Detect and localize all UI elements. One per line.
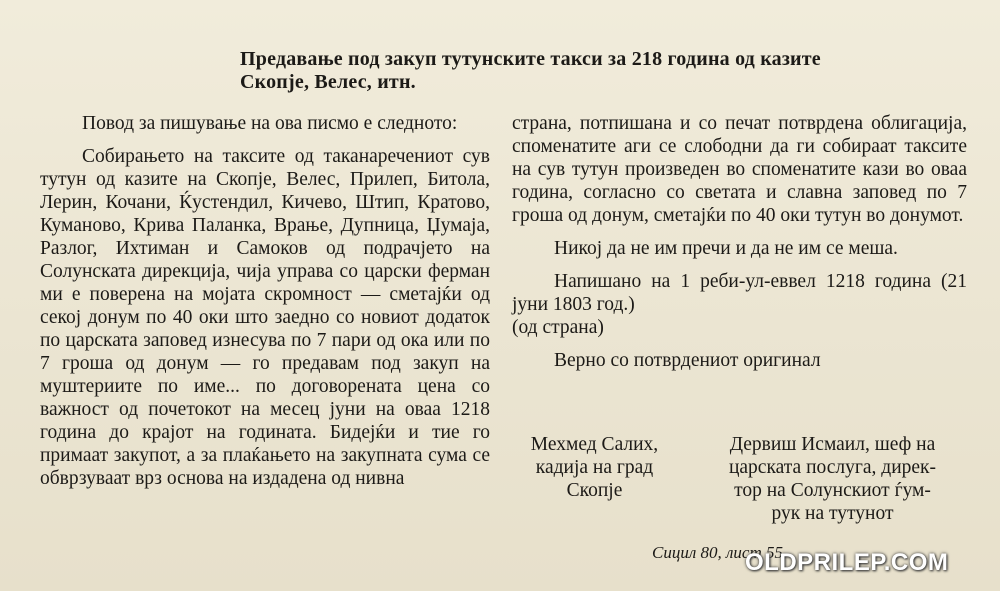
- paragraph-main: Собирањето на таксите од таканаречениот сув тутун од казите на Скопје, Велес, Прилеп, Битола, Лерин, Кочани, Ќустендил, Кичево, Штип, Кратово, Куманово, Крива Паланка, Врање, Дупница, Џумаја, Разлог, Ихтиман и Самоков од подрачјето на Солунската дирекција, чија управа со царски ферман ми е поверена на мојата скромност — сметајќи од секој донум по 40 оки што заедно со новиот додаток по царската заповед изнесува по 7 пари од ока или по 7 гроша од донум — го предавам под закуп на муштериите по име... по договорената цена со важност од почетокот на месец јуни на оваа 1218 година до крајот на годината. Бидејќи и тие го примаат закупот, а за плаќањето на закупната сума се обврзуваат врз основа на издадена од нивна: [40, 146, 490, 489]
- paragraph-from-side: (од страна): [512, 317, 604, 338]
- right-column: [512, 112, 967, 372]
- paragraph-certified: Верно со потврдениот оригинал: [554, 350, 821, 371]
- signature-left-line: Мехмед Салих,: [530, 434, 659, 455]
- signature-right-line: рук на тутунот: [771, 503, 894, 524]
- signature-right-line: тор на Солунскиот ѓум-: [734, 480, 931, 501]
- watermark: OLDPRILEP.COM: [745, 549, 949, 576]
- source-reference: Сицил 80, лист 55: [652, 543, 783, 562]
- signature-right-line: царската послуга, дирек-: [728, 457, 937, 478]
- signature-left-line: кадија на град: [535, 457, 654, 478]
- signature-left-line: Скопје: [566, 480, 623, 501]
- paragraph-intro: Повод за пишување на ова писмо е следното:: [82, 113, 458, 134]
- signature-left: [512, 433, 677, 502]
- signature-right: [700, 433, 965, 525]
- document-title: [240, 48, 980, 94]
- title-line-1: Предавање под закуп тутунските такси за 218 година од казите: [240, 48, 821, 70]
- left-column: [40, 112, 490, 490]
- paragraph-continuation: страна, потпишана и со печат потврдена облигација, споменатите аги се слободни да ги собираат таксите на сув тутун произведен во споменатите кази во оваа година, согласно со светата и славна заповед по 7 гроша од донум, сметајќи по 40 оки тутун во донумот.: [512, 113, 967, 226]
- signature-right-line: Дервиш Исмаил, шеф на: [729, 434, 936, 455]
- paragraph-no-interference: Никој да не им пречи и да не им се меша.: [554, 238, 898, 259]
- title-line-2: Скопје, Велес, итн.: [240, 71, 416, 93]
- paragraph-date: Напишано на 1 реби-ул-еввел 1218 година (21 јуни 1803 год.): [512, 271, 967, 315]
